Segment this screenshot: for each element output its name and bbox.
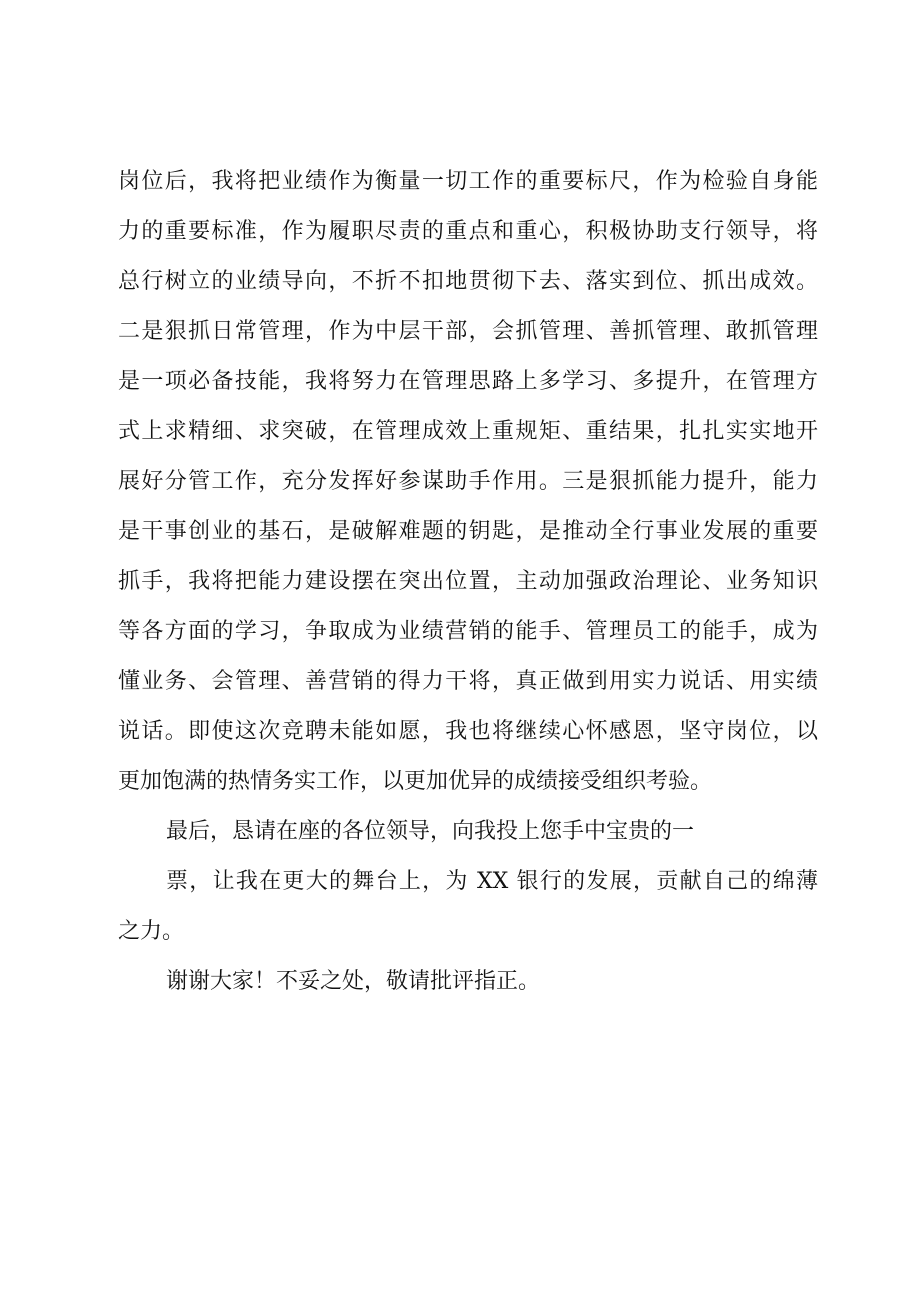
closing-line: 票，让我在更大的舞台上，为 XX 银行的发展，贡献自己的绵薄 bbox=[166, 869, 819, 894]
closing-line: 最后，恳请在座的各位领导，向我投上您手中宝贵的一 bbox=[166, 819, 695, 844]
paragraph-line: 二是狠抓日常管理，作为中层干部，会抓管理、善抓管理、敢抓管理 bbox=[118, 319, 818, 344]
paragraph-line: 懂业务、会管理、善营销的得力干将，真正做到用实力说话、用实绩 bbox=[118, 669, 818, 694]
paragraph-line: 岗位后，我将把业绩作为衡量一切工作的重要标尺，作为检验自身能 bbox=[118, 169, 818, 194]
paragraph-line: 展好分管工作，充分发挥好参谋助手作用。三是狠抓能力提升，能力 bbox=[118, 469, 818, 494]
closing-line: 之力。 bbox=[118, 919, 185, 944]
paragraph-line: 力的重要标准，作为履职尽责的重点和重心，积极协助支行领导，将 bbox=[118, 219, 818, 244]
paragraph-line: 更加饱满的热情务实工作，以更加优异的成绩接受组织考验。 bbox=[118, 769, 713, 794]
paragraph-line: 等各方面的学习，争取成为业绩营销的能手、管理员工的能手，成为 bbox=[118, 619, 818, 644]
thanks-line: 谢谢大家！不妥之处，敬请批评指正。 bbox=[166, 969, 541, 994]
paragraph-line: 说话。即使这次竞聘未能如愿，我也将继续心怀感恩，坚守岗位，以 bbox=[118, 719, 818, 744]
paragraph-line: 是干事创业的基石，是破解难题的钥匙，是推动全行事业发展的重要 bbox=[118, 519, 818, 544]
paragraph-line: 抓手，我将把能力建设摆在突出位置，主动加强政治理论、业务知识 bbox=[118, 569, 818, 594]
paragraph-line: 式上求精细、求突破，在管理成效上重规矩、重结果，扎扎实实地开 bbox=[118, 419, 818, 444]
paragraph-line: 总行树立的业绩导向，不折不扣地贯彻下去、落实到位、抓出成效。 bbox=[118, 269, 818, 294]
paragraph-line: 是一项必备技能，我将努力在管理思路上多学习、多提升，在管理方 bbox=[118, 369, 818, 394]
